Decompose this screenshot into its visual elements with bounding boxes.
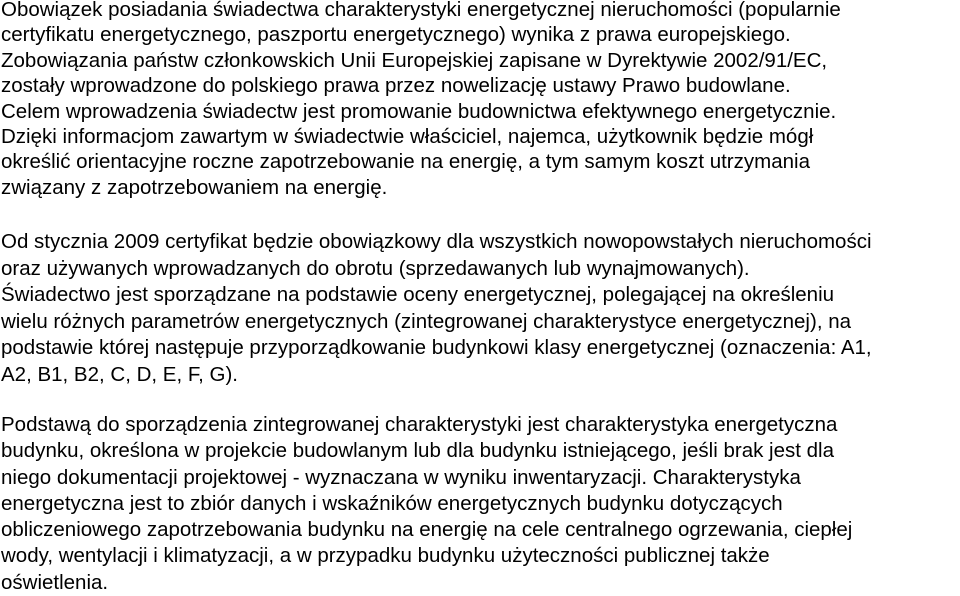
paragraph-certificate-obligation	[1, 0, 841, 200]
paragraph-certificate-scope	[1, 229, 872, 388]
text-line: Podstawą do sporządzenia zintegrowanej charakterystyki jest charakterystyka energetyczna	[1, 413, 838, 436]
text-line: wody, wentylacji i klimatyzacji, a w przypadku budynku użyteczności publicznej także	[1, 544, 770, 568]
text-line: Od stycznia 2009 certyfikat będzie obowiązkowy dla wszystkich nowopowstałych nieruchomości	[1, 230, 872, 253]
text-line: zostały wprowadzone do polskiego prawa przez nowelizację ustawy Prawo budowlane.	[1, 74, 791, 98]
text-line: związany z zapotrzebowaniem na energię.	[1, 175, 388, 199]
text-line: podstawie której następuje przyporządkowanie budynkowi klasy energetycznej (oznaczenia: A1,	[1, 336, 872, 359]
text-line: energetyczna jest to zbiór danych i wskaźników energetycznych budynku dotyczących	[1, 491, 783, 515]
text-line: niego dokumentacji projektowej - wyznaczana w wyniku inwentaryzacji. Charakterystyka	[1, 465, 801, 489]
text-line: wielu różnych parametrów energetycznych (zintegrowanej charakterystyce energetycznej), na	[1, 309, 852, 333]
text-line: określić orientacyjne roczne zapotrzebowanie na energię, a tym samym koszt utrzymania	[1, 150, 810, 174]
text-line: Obowiązek posiadania świadectwa charakterystyki energetycznej nieruchomości (popularnie	[1, 0, 841, 21]
text-line: Celem wprowadzenia świadectw jest promowanie budownictwa efektywnego energetycznie.	[1, 99, 837, 123]
text-line: obliczeniowego zapotrzebowania budynku na energię na cele centralnego ogrzewania, ciepłej	[1, 518, 853, 542]
text-line: A2, B1, B2, C, D, E, F, G).	[1, 362, 238, 386]
paragraph-energy-characteristics	[1, 412, 852, 596]
text-line: Zobowiązania państw członkowskich Unii Europejskiej zapisane w Dyrektywie 2002/91/EC,	[1, 48, 828, 72]
text-line: Dzięki informacjom zawartym w świadectwie właściciel, najemca, użytkownik będzie mógł	[1, 125, 814, 149]
text-line: oraz używanych wprowadzanych do obrotu (sprzedawanych lub wynajmowanych).	[1, 256, 750, 280]
text-line: oświetlenia.	[1, 570, 109, 594]
text-line: budynku, określona w projekcie budowlanym lub dla budynku istniejącego, jeśli brak jest dla	[1, 439, 835, 463]
text-line: Świadectwo jest sporządzane na podstawie oceny energetycznej, polegającej na określeniu	[1, 283, 835, 306]
text-line: certyfikatu energetycznego, paszportu energetycznego) wynika z prawa europejskiego.	[1, 23, 791, 47]
